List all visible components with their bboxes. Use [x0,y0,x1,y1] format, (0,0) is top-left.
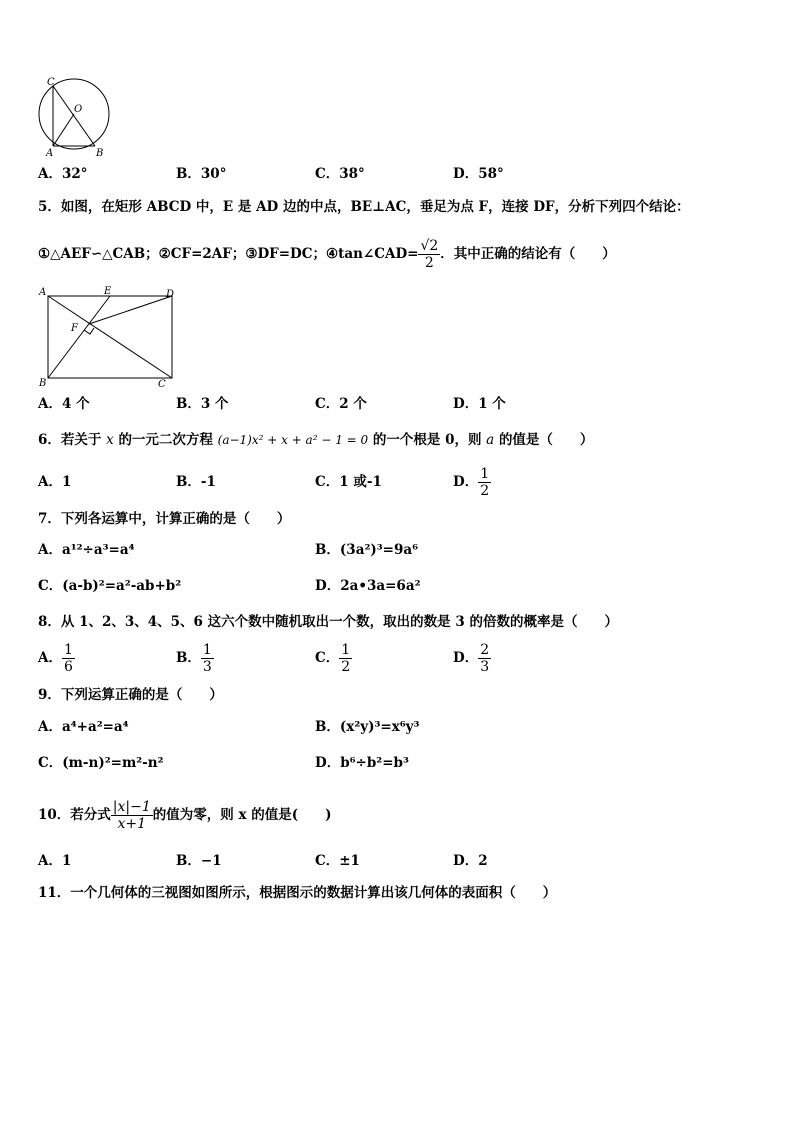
q6-stem-c: 的一个根是 0，则 [372,432,482,448]
q5-stem: 5．如图，在矩形 ABCD 中，E 是 AD 边的中点，BE⊥AC，垂足为点 F，连接 DF，分析下列四个结论： [38,199,690,215]
q7-option-b[interactable]: B．(3a²)³=9a⁶ [315,542,419,558]
frac-num: 1 [63,641,73,658]
q5-option-c[interactable]: C．2 个 [315,396,367,412]
q6-option-d-fraction [478,466,491,499]
q5-option-b[interactable]: B．3 个 [176,396,229,412]
option-label: D． [453,650,479,666]
q8-option-b[interactable] [176,638,214,678]
q5-frac-num: √2 [420,237,439,254]
q8-option-c[interactable] [315,638,352,678]
frac-den: 6 [63,658,73,675]
q5-rectangle-figure [36,284,182,390]
q9-option-b[interactable]: B．(x²y)³=x⁶y³ [315,719,420,735]
q6-equation: (a−1)x² + x + a² − 1 = 0 [217,433,369,447]
frac-num: 1 [202,641,212,658]
option-fraction [201,642,214,675]
segment-be [48,296,110,378]
q7-stem: 7．下列各运算中，计算正确的是（ ） [38,511,291,527]
label-a: A [39,287,47,298]
q4-option-b[interactable]: B．30° [176,166,227,182]
q6-var-x: x [106,432,114,448]
q5-frac-den: 2 [424,254,434,271]
q6-option-d[interactable] [453,462,491,502]
frac-den: 3 [202,658,212,675]
q11-stem: 11．一个几何体的三视图如图所示，根据图示的数据计算出该几何体的表面积（ ） [38,885,557,901]
segment-df [89,296,172,324]
q10-stem-a: 10．若分式 [38,807,111,823]
q4-option-c[interactable]: C．38° [315,166,365,182]
q7-option-c[interactable]: C．(a-b)²=a²-ab+b² [38,578,182,594]
label-a: A [46,148,54,159]
q6-option-c[interactable]: C．1 或-1 [315,474,382,490]
q10-stem-b: 的值为零，则 x 的值是( ) [152,807,332,823]
option-fraction [62,642,75,675]
q6-stem-b: 的一元二次方程 [118,432,213,448]
diag-ac [48,296,172,378]
q6-var-a: a [486,432,495,448]
q10-option-a[interactable]: A．1 [38,853,72,869]
q5-conclusions-text: ①△AEF∽△CAB；②CF=2AF；③DF=DC；④tan∠CAD= [38,246,419,262]
label-c: C [158,379,166,390]
frac-num: 2 [480,641,490,658]
q9-option-c[interactable]: C．(m-n)²=m²-n² [38,755,164,771]
q5-option-a[interactable]: A．4 个 [38,396,90,412]
q4-option-d[interactable]: D．58° [453,166,504,182]
q4-circle-figure [34,76,116,160]
q5-conclusions [38,234,616,274]
q5-option-d[interactable]: D．1 个 [453,396,506,412]
q10-option-d[interactable]: D．2 [453,853,488,869]
q6-option-d-label: D． [453,474,479,490]
option-label: B． [176,650,201,666]
q8-option-d[interactable] [453,638,491,678]
frac-den: 2 [341,658,351,675]
q10-option-c[interactable]: C．±1 [315,853,360,869]
frac-den: 2 [480,482,490,499]
option-fraction [339,642,352,675]
label-o: O [74,104,83,115]
option-label: C． [315,650,340,666]
q10-option-b[interactable]: B．−1 [176,853,222,869]
q6-stem [38,431,593,449]
q10-frac-num: |x|−1 [112,798,151,815]
segment-ao [53,114,74,146]
frac-num: 1 [480,465,490,482]
q10-fraction [111,799,153,832]
label-f: F [71,323,78,334]
q8-stem: 8．从 1、2、3、4、5、6 这六个数中随机取出一个数，取出的数是 3 的倍数的概率是（ ） [38,614,618,630]
q7-option-d[interactable]: D．2a•3a=6a² [315,578,421,594]
q6-stem-d: 的值是（ ） [498,432,594,448]
label-b: B [96,148,104,159]
q6-option-a[interactable]: A．1 [38,474,72,490]
q10-frac-den: x+1 [117,815,147,832]
label-b: B [39,378,47,389]
frac-num: 1 [341,641,351,658]
q9-option-a[interactable]: A．a⁴+a²=a⁴ [38,719,129,735]
option-fraction [478,642,491,675]
q8-option-a[interactable] [38,638,75,678]
label-e: E [104,286,112,297]
label-d: D [166,289,175,300]
q6-option-b[interactable]: B．-1 [176,474,216,490]
q5-question-text: ．其中正确的结论有（ ） [440,246,616,262]
q5-fraction [418,238,440,271]
q6-stem-a: 6．若关于 [38,432,102,448]
q4-option-a[interactable]: A．32° [38,166,88,182]
q9-stem: 9．下列运算正确的是（ ） [38,687,223,703]
label-c: C [47,77,55,88]
q7-option-a[interactable]: A．a¹²÷a³=a⁴ [38,542,135,558]
q10-stem [38,794,332,836]
frac-den: 3 [480,658,490,675]
option-label: A． [38,650,62,666]
q9-option-d[interactable]: D．b⁶÷b²=b³ [315,755,409,771]
